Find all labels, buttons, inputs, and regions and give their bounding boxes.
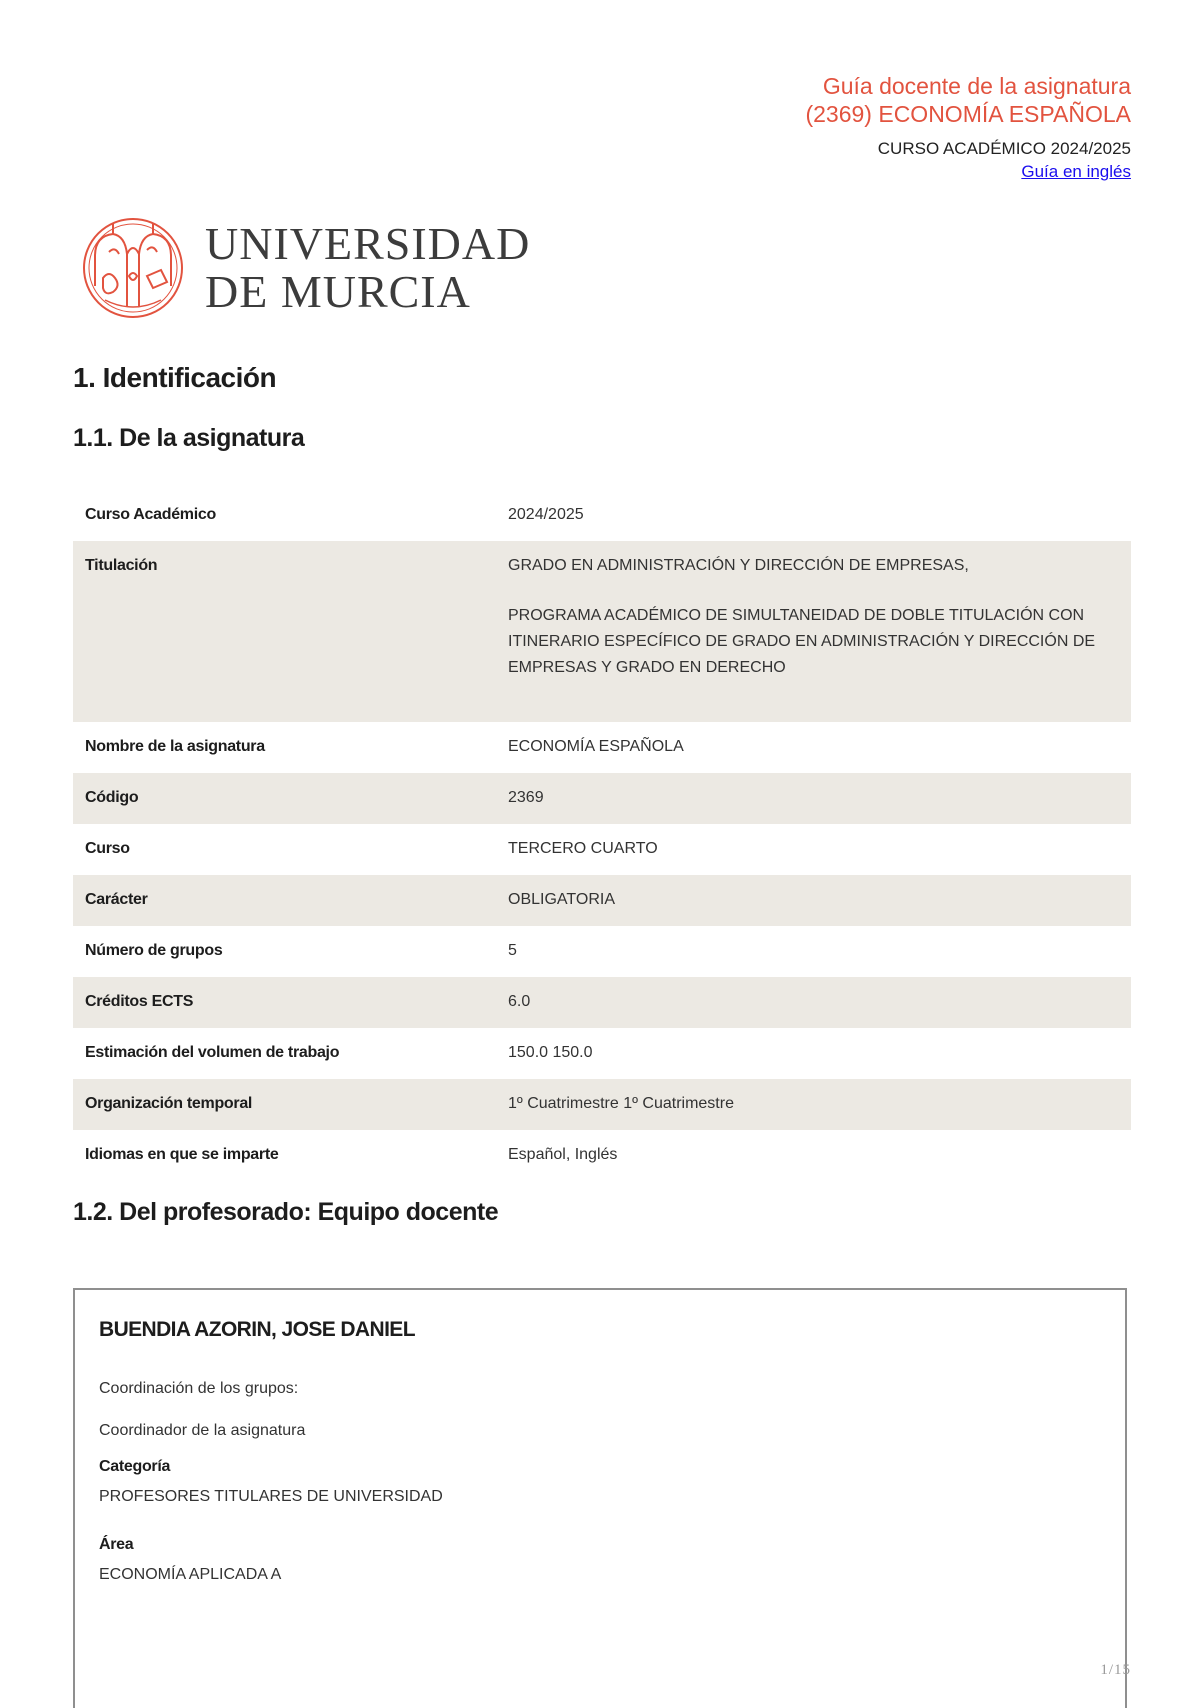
row-value: 6.0 bbox=[496, 977, 1131, 1028]
row-label: Nombre de la asignatura bbox=[85, 738, 265, 755]
row-label: Organización temporal bbox=[73, 1079, 496, 1130]
row-value: ECONOMÍA ESPAÑOLA bbox=[508, 738, 684, 755]
table-row bbox=[73, 875, 1131, 926]
row-value: Español, Inglés bbox=[508, 1146, 618, 1163]
university-name bbox=[205, 220, 530, 316]
table-row bbox=[73, 977, 1131, 1028]
university-crest-icon bbox=[81, 216, 185, 320]
table-row bbox=[73, 541, 1131, 722]
table-row bbox=[73, 722, 1131, 773]
university-logo bbox=[81, 216, 530, 320]
coordinator-role: Coordinador de la asignatura bbox=[99, 1422, 306, 1439]
table-row bbox=[73, 824, 1131, 875]
page-number: 1/15 bbox=[1100, 1662, 1131, 1678]
category-label: Categoría bbox=[99, 1458, 171, 1475]
row-label: Titulación bbox=[73, 541, 496, 722]
row-label: Número de grupos bbox=[85, 942, 223, 959]
area-label: Área bbox=[99, 1536, 134, 1553]
academic-year: CURSO ACADÉMICO 2024/2025 bbox=[877, 139, 1131, 158]
row-label: Curso bbox=[85, 840, 130, 857]
table-row bbox=[73, 773, 1131, 824]
english-guide-link[interactable]: Guía en inglés bbox=[1021, 162, 1131, 181]
guide-title-line1: Guía docente de la asignatura bbox=[822, 73, 1131, 99]
row-label: Estimación del volumen de trabajo bbox=[85, 1044, 340, 1061]
table-row bbox=[73, 490, 1131, 541]
teacher-name: BUENDIA AZORIN, JOSE DANIEL bbox=[99, 1318, 415, 1341]
guide-header bbox=[805, 72, 1131, 184]
area-value: ECONOMÍA APLICADA A bbox=[99, 1566, 282, 1583]
row-label: Créditos ECTS bbox=[73, 977, 496, 1028]
row-label: Curso Académico bbox=[85, 506, 216, 523]
table-row bbox=[73, 1028, 1131, 1079]
row-value: 1º Cuatrimestre 1º Cuatrimestre bbox=[496, 1079, 1131, 1130]
university-name-line1: UNIVERSIDAD bbox=[205, 218, 531, 269]
subject-info-table bbox=[73, 490, 1131, 1181]
row-value bbox=[496, 541, 1131, 722]
row-value: 2369 bbox=[496, 773, 1131, 824]
table-row bbox=[73, 1130, 1131, 1181]
degree-value-1: GRADO EN ADMINISTRACIÓN Y DIRECCIÓN DE EMPRESAS, bbox=[508, 557, 969, 574]
table-row bbox=[73, 1079, 1131, 1130]
row-value: 150.0 150.0 bbox=[508, 1044, 593, 1061]
row-value: TERCERO CUARTO bbox=[508, 840, 658, 857]
degree-value-2: PROGRAMA ACADÉMICO DE SIMULTANEIDAD DE DOBLE TITULACIÓN CON ITINERARIO ESPECÍFICO DE GRADO EN ADMINISTRACIÓN Y DIRECCIÓN DE EMPRESAS Y GRADO EN DERECHO bbox=[508, 607, 1096, 676]
subject-subsection-heading: 1.1. De la asignatura bbox=[73, 424, 305, 452]
row-value: 2024/2025 bbox=[508, 506, 584, 523]
group-coordination: Coordinación de los grupos: bbox=[99, 1380, 299, 1397]
row-label: Carácter bbox=[73, 875, 496, 926]
guide-title-line2: (2369) ECONOMÍA ESPAÑOLA bbox=[805, 101, 1131, 127]
table-row bbox=[73, 926, 1131, 977]
row-value: OBLIGATORIA bbox=[496, 875, 1131, 926]
row-label: Idiomas en que se imparte bbox=[85, 1146, 279, 1163]
row-value: 5 bbox=[508, 942, 517, 959]
row-label: Código bbox=[73, 773, 496, 824]
document-page bbox=[73, 0, 1131, 1696]
category-value: PROFESORES TITULARES DE UNIVERSIDAD bbox=[99, 1488, 443, 1505]
teacher-card bbox=[73, 1288, 1127, 1708]
teaching-staff-heading: 1.2. Del profesorado: Equipo docente bbox=[73, 1198, 499, 1226]
section-identification-heading: 1. Identificación bbox=[73, 362, 277, 393]
university-name-line2: DE MURCIA bbox=[205, 266, 471, 317]
